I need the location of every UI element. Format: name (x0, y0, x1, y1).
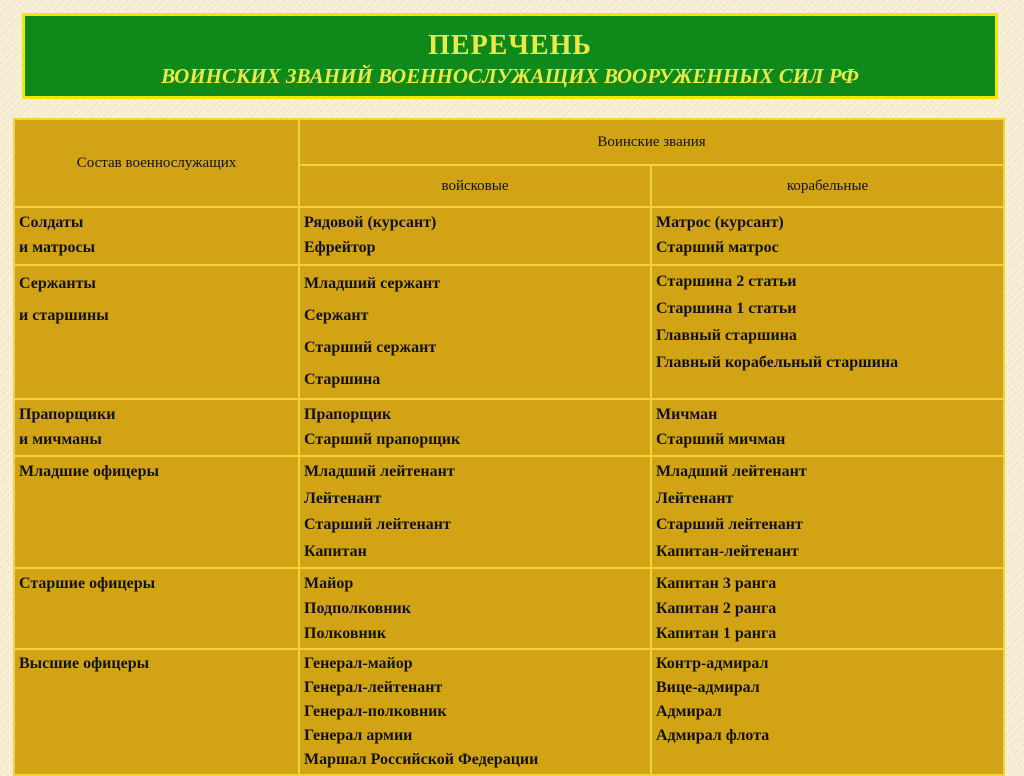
rank-line: Адмирал (656, 703, 722, 720)
page-title: ПЕРЕЧЕНЬ (428, 30, 592, 61)
table-row (14, 649, 1004, 775)
rank-line: Генерал-полковник (304, 703, 447, 720)
rank-line: Капитан 3 ранга (656, 575, 777, 592)
rank-line: Главный старшина (656, 327, 797, 344)
army-ranks-cell (299, 265, 651, 399)
category-cell (14, 265, 299, 399)
navy-ranks-cell (651, 265, 1004, 399)
rank-line: Рядовой (курсант) (304, 214, 437, 231)
rank-line: Матрос (курсант) (656, 214, 784, 231)
rank-line: Сержант (304, 307, 369, 324)
table-row (14, 456, 1004, 568)
rank-line: Генерал-лейтенант (304, 679, 443, 696)
rank-line: Старший лейтенант (656, 516, 803, 533)
rank-line: Капитан (304, 542, 367, 560)
rank-line: Младший лейтенант (304, 463, 455, 480)
rank-line: Солдаты (19, 214, 84, 231)
category-cell (14, 456, 299, 568)
army-ranks-cell (299, 456, 651, 568)
rank-line: Старшие офицеры (19, 575, 156, 592)
rank-line: Сержанты (19, 275, 96, 292)
army-ranks-cell (299, 399, 651, 456)
navy-ranks-cell (651, 207, 1004, 265)
rank-line: Старший лейтенант (304, 516, 451, 533)
navy-ranks-cell (651, 399, 1004, 456)
rank-line: Младший сержант (304, 275, 441, 292)
rank-line: Генерал-майор (304, 655, 413, 672)
rank-line: и старшины (19, 307, 109, 324)
rank-line: Капитан 2 ранга (656, 600, 777, 617)
title-banner (22, 13, 998, 99)
rank-line: Лейтенант (304, 489, 382, 507)
page-subtitle: ВОИНСКИХ ЗВАНИЙ ВОЕННОСЛУЖАЩИХ ВООРУЖЕННЫХ СИЛ РФ (161, 64, 859, 88)
rank-line: Контр-адмирал (656, 655, 769, 672)
rank-line: Старший мичман (656, 431, 786, 448)
rank-line: Старшина 2 статьи (656, 273, 797, 290)
rank-line: Старший матрос (656, 239, 779, 256)
table-row (14, 265, 1004, 399)
navy-ranks-cell (651, 456, 1004, 568)
rank-line: Старшина (304, 371, 381, 388)
rank-line: Младшие офицеры (19, 463, 159, 480)
rank-line: Старший сержант (304, 339, 437, 356)
category-cell (14, 399, 299, 456)
army-ranks-cell (299, 649, 651, 775)
army-ranks-cell (299, 568, 651, 649)
header-ranks: Воинские звания (299, 119, 1004, 165)
army-ranks-cell (299, 207, 651, 265)
table-row (14, 399, 1004, 456)
category-cell (14, 649, 299, 775)
rank-line: Маршал Российской Федерации (304, 751, 539, 768)
navy-ranks-cell (651, 649, 1004, 775)
header-navy: корабельные (651, 165, 1004, 207)
header-composition: Состав военнослужащих (14, 119, 299, 207)
rank-line: Прапорщик (304, 406, 392, 423)
rank-line: Старшина 1 статьи (656, 300, 797, 317)
rank-line: Старший прапорщик (304, 431, 461, 448)
rank-line: Подполковник (304, 600, 411, 617)
header-army: войсковые (299, 165, 651, 207)
rank-line: и мичманы (19, 431, 102, 448)
rank-line: Полковник (304, 625, 387, 642)
rank-line: Адмирал флота (656, 727, 770, 744)
table-row (14, 207, 1004, 265)
rank-line: Капитан-лейтенант (656, 542, 799, 560)
rank-line: Генерал армии (304, 727, 413, 744)
rank-line: Вице-адмирал (656, 679, 760, 696)
category-cell (14, 568, 299, 649)
rank-line: Ефрейтор (304, 239, 376, 256)
rank-line: Прапорщики (19, 406, 116, 423)
rank-line: Майор (304, 575, 354, 592)
rank-line: и матросы (19, 239, 96, 256)
ranks-table (13, 118, 1005, 776)
category-cell (14, 207, 299, 265)
rank-line: Капитан 1 ранга (656, 625, 777, 642)
rank-line: Высшие офицеры (19, 655, 150, 672)
rank-line: Главный корабельный старшина (656, 354, 899, 371)
table-row (14, 568, 1004, 649)
rank-line: Младший лейтенант (656, 463, 807, 480)
navy-ranks-cell (651, 568, 1004, 649)
rank-line: Лейтенант (656, 489, 734, 507)
rank-line: Мичман (656, 406, 718, 423)
